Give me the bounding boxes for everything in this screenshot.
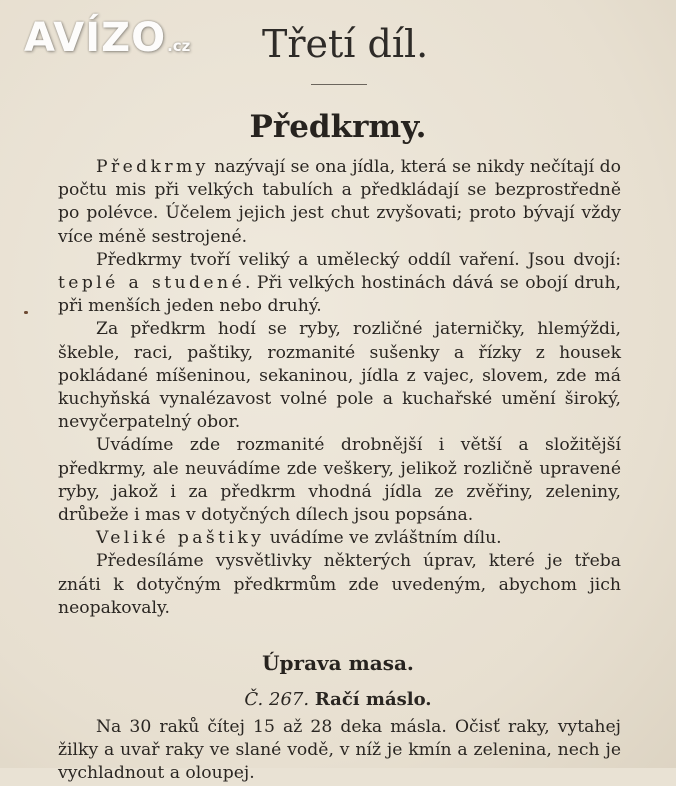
avizo-watermark: [24, 14, 190, 70]
paragraph-6: Předesíláme vysvětlivky některých úprav, které je třeba znáti k dotyčným předkrmům zde uvedeným, abychom jich neopakovaly.: [58, 551, 621, 618]
divider-rule: [311, 84, 367, 85]
recipe-number: Č. 267.: [244, 689, 310, 710]
watermark-suffix: .cz: [167, 37, 191, 55]
paper-speck: [24, 311, 28, 314]
recipe-name: Račí máslo.: [314, 689, 432, 710]
paragraph-2: [58, 249, 621, 319]
recipe-text: [58, 716, 621, 786]
subsection-title: Úprava masa.: [262, 651, 414, 675]
paragraph-2-start: Předkrmy tvoří veliký a umělecký oddíl vaření. Jsou dvojí:: [96, 249, 621, 270]
part-title: Třetí díl.: [262, 22, 429, 66]
recipe-paragraph: Na 30 raků čítej 15 až 28 deka másla. Očisť raky, vytahej žilky a uvař raky ve slané vodě, v níž je kmín a zelenina, nech je vychladnout a oloupej.: [58, 717, 621, 784]
paragraph-5-text: uvádíme ve zvláštním dílu.: [264, 528, 502, 549]
paragraph-3: Za předkrm hodí se ryby, rozličné jaterničky, hlemýždi, škeble, raci, paštiky, rozmanité sušenky a řízky z housek pokládané míšeninou, sekaninou, jídla z vajec, slovem, zde má kuchyňská vynalézavost volné pole a kuchařské umění široký, nevyčerpatelný obor.: [58, 319, 621, 433]
paragraph-4: Uvádíme zde rozmanité drobnější i větší a složitější předkrmy, ale neuvádíme zde veškery, jelikož rozličně upravené ryby, jakož i za předkrm vhodná jídla ze zvěřiny, zeleniny, drůbeže i mas v dotyčných dílech jsou popsána.: [58, 435, 621, 526]
watermark-brand: AVÍZO: [24, 15, 167, 61]
paragraph-1-text: nazývají se ona jídla, která se nikdy nečítají do počtu mis při velkých tabulích a předkládají se bezprostředně po polévce. Účelem jejich jest chut zvyšovati; proto bývají vždy více méně sestrojené.: [58, 157, 621, 247]
spaced-term-teple-studene: teplé a studené: [58, 273, 246, 294]
recipe-heading: [0, 686, 676, 714]
paragraph-1: [58, 156, 621, 249]
section-title: Předkrmy.: [249, 109, 427, 145]
spaced-term-velike-pastiky: Veliké paštiky: [96, 528, 265, 549]
spaced-term-predkrmy: Předkrmy: [96, 157, 209, 177]
paragraph-5: [58, 527, 621, 550]
body-text: [58, 156, 621, 620]
paragraph-2-end: . Při velkých hostinách dává se obojí druh, při menších jeden nebo druhý.: [58, 273, 621, 317]
